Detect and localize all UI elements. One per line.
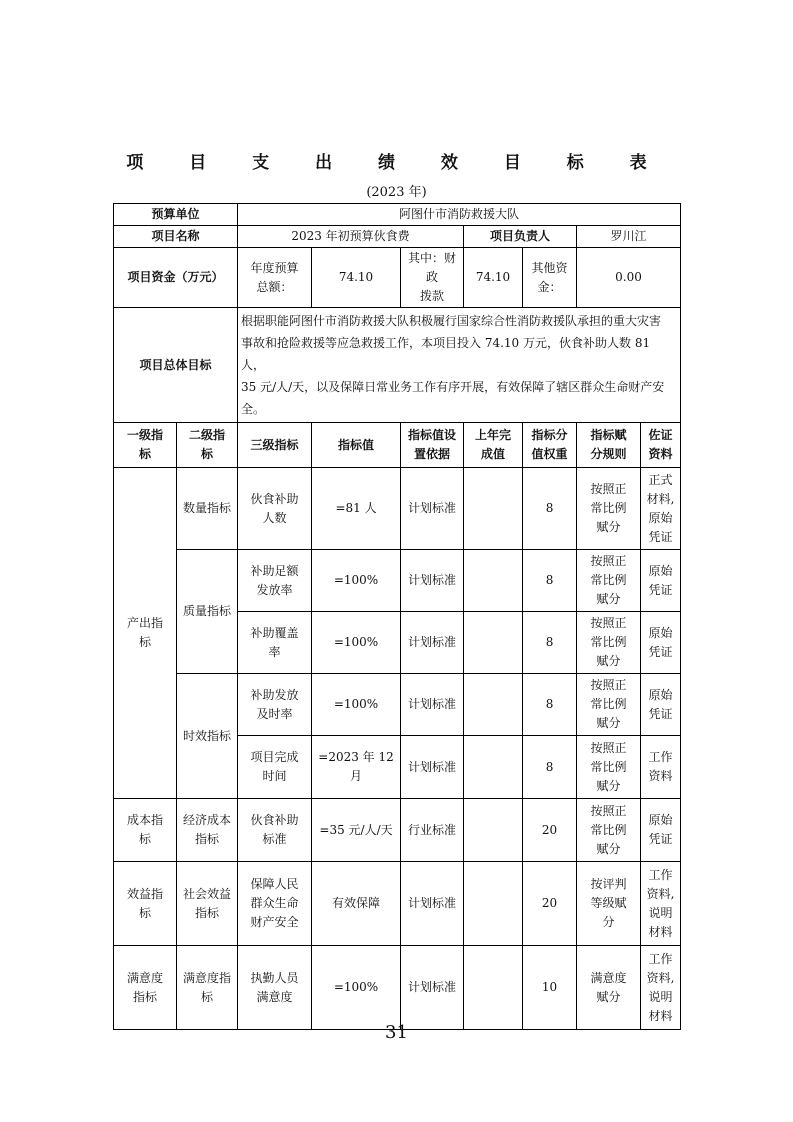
other-fund-label: 其他资 金： xyxy=(523,248,577,308)
col-header-level1: 一级指 标 xyxy=(114,423,177,468)
indicator-value: =100% xyxy=(312,612,401,674)
col-header-level3: 三级指标 xyxy=(238,423,312,468)
last-year-value xyxy=(464,736,523,799)
indicator-weight: 8 xyxy=(523,736,577,799)
table-row xyxy=(114,550,681,612)
indicator-basis: 计划标准 xyxy=(401,736,464,799)
level3-indicator: 执勤人员 满意度 xyxy=(238,946,312,1030)
indicator-value: =100% xyxy=(312,550,401,612)
scoring-rule: 按照正 常比例 赋分 xyxy=(577,550,641,612)
level2-timeliness: 时效指标 xyxy=(177,674,238,799)
scoring-rule: 按照正 常比例 赋分 xyxy=(577,799,641,862)
level3-indicator: 伙食补助 人数 xyxy=(238,468,312,550)
annual-budget-label: 年度预算 总额： xyxy=(238,248,312,308)
indicator-value: =2023 年 12 月 xyxy=(312,736,401,799)
last-year-value xyxy=(464,799,523,862)
last-year-value xyxy=(464,862,523,946)
annual-budget-value: 74.10 xyxy=(312,248,401,308)
indicator-basis: 计划标准 xyxy=(401,550,464,612)
project-fund-row xyxy=(114,248,681,308)
col-header-weight: 指标分 值权重 xyxy=(523,423,577,468)
table-row xyxy=(114,799,681,862)
last-year-value xyxy=(464,674,523,736)
table-row xyxy=(114,468,681,550)
indicator-basis: 计划标准 xyxy=(401,862,464,946)
budget-unit-row xyxy=(114,204,681,226)
scoring-rule: 按照正 常比例 赋分 xyxy=(577,736,641,799)
indicator-weight: 10 xyxy=(523,946,577,1030)
indicator-basis: 计划标准 xyxy=(401,468,464,550)
overall-goal-label: 项目总体目标 xyxy=(114,308,238,423)
evidence-material: 原始 凭证 xyxy=(641,550,681,612)
indicator-basis: 计划标准 xyxy=(401,612,464,674)
col-header-level2: 二级指 标 xyxy=(177,423,238,468)
evidence-material: 工作 资料, 说明 材料 xyxy=(641,862,681,946)
level3-indicator: 补助足额 发放率 xyxy=(238,550,312,612)
scoring-rule: 按照正 常比例 赋分 xyxy=(577,674,641,736)
project-name-row xyxy=(114,226,681,248)
last-year-value xyxy=(464,612,523,674)
level2-quality: 质量指标 xyxy=(177,550,238,674)
indicator-value: =100% xyxy=(312,674,401,736)
indicator-weight: 8 xyxy=(523,550,577,612)
project-fund-label: 项目资金（万元） xyxy=(114,248,238,308)
indicator-value: =81 人 xyxy=(312,468,401,550)
page-number: 31 xyxy=(385,1022,408,1043)
indicator-value: =100% xyxy=(312,946,401,1030)
scoring-rule: 按评判 等级赋 分 xyxy=(577,862,641,946)
level1-cost: 成本指 标 xyxy=(114,799,177,862)
level3-indicator: 项目完成 时间 xyxy=(238,736,312,799)
evidence-material: 工作 资料, 说明 材料 xyxy=(641,946,681,1030)
table-row xyxy=(114,946,681,1030)
level3-indicator: 补助发放 及时率 xyxy=(238,674,312,736)
evidence-material: 原始 凭证 xyxy=(641,674,681,736)
indicator-weight: 8 xyxy=(523,612,577,674)
col-header-value: 指标值 xyxy=(312,423,401,468)
col-header-rule: 指标赋 分规则 xyxy=(577,423,641,468)
level1-benefit: 效益指 标 xyxy=(114,862,177,946)
last-year-value xyxy=(464,946,523,1030)
project-leader-value: 罗川江 xyxy=(577,226,681,248)
evidence-material: 原始 凭证 xyxy=(641,799,681,862)
level3-indicator: 保障人民 群众生命 财产安全 xyxy=(238,862,312,946)
level1-satisfaction: 满意度 指标 xyxy=(114,946,177,1030)
col-header-last-year: 上年完 成值 xyxy=(464,423,523,468)
table-row xyxy=(114,674,681,736)
budget-unit-value: 阿图什市消防救援大队 xyxy=(238,204,681,226)
indicator-value: =35 元/人/天 xyxy=(312,799,401,862)
evidence-material: 正式 材料, 原始 凭证 xyxy=(641,468,681,550)
indicator-weight: 20 xyxy=(523,799,577,862)
performance-target-table xyxy=(113,203,681,1030)
scoring-rule: 按照正 常比例 赋分 xyxy=(577,468,641,550)
level2-satisfaction: 满意度指 标 xyxy=(177,946,238,1030)
indicator-basis: 计划标准 xyxy=(401,674,464,736)
last-year-value xyxy=(464,468,523,550)
level1-output: 产出指 标 xyxy=(114,468,177,799)
scoring-rule: 满意度 赋分 xyxy=(577,946,641,1030)
year-label: (2023 年) xyxy=(366,185,427,200)
finance-allocation-value: 74.10 xyxy=(464,248,523,308)
project-leader-label: 项目负责人 xyxy=(464,226,577,248)
indicator-basis: 行业标准 xyxy=(401,799,464,862)
indicator-basis: 计划标准 xyxy=(401,946,464,1030)
level2-economic-cost: 经济成本 指标 xyxy=(177,799,238,862)
scoring-rule: 按照正 常比例 赋分 xyxy=(577,612,641,674)
finance-allocation-label: 其中：财政 拨款 xyxy=(401,248,464,308)
col-header-evidence: 佐证 资料 xyxy=(641,423,681,468)
indicator-weight: 20 xyxy=(523,862,577,946)
level3-indicator: 伙食补助 标准 xyxy=(238,799,312,862)
project-name-value: 2023 年初预算伙食费 xyxy=(238,226,464,248)
indicator-weight: 8 xyxy=(523,674,577,736)
col-header-basis: 指标值设 置依据 xyxy=(401,423,464,468)
indicator-value: 有效保障 xyxy=(312,862,401,946)
project-name-label: 项目名称 xyxy=(114,226,238,248)
overall-goal-row xyxy=(114,308,681,423)
column-header-row xyxy=(114,423,681,468)
last-year-value xyxy=(464,550,523,612)
level2-social-benefit: 社会效益 指标 xyxy=(177,862,238,946)
evidence-material: 工作 资料 xyxy=(641,736,681,799)
overall-goal-text: 根据职能阿图什市消防救援大队积极履行国家综合性消防救援队承担的重大灾害 事故和抢险救援等应急救援工作，本项目投入 74.10 万元，伙食补助人数 81 人， 35 元/人/天，以及保障日常业务工作有序开展，有效保障了辖区群众生命财产安全。 xyxy=(238,308,681,423)
table-row xyxy=(114,862,681,946)
other-fund-value: 0.00 xyxy=(577,248,681,308)
page-title: 项 目 支 出 绩 效 目 标 表 xyxy=(126,153,667,173)
level3-indicator: 补助覆盖 率 xyxy=(238,612,312,674)
evidence-material: 原始 凭证 xyxy=(641,612,681,674)
level2-quantity: 数量指标 xyxy=(177,468,238,550)
budget-unit-label: 预算单位 xyxy=(114,204,238,226)
indicator-weight: 8 xyxy=(523,468,577,550)
